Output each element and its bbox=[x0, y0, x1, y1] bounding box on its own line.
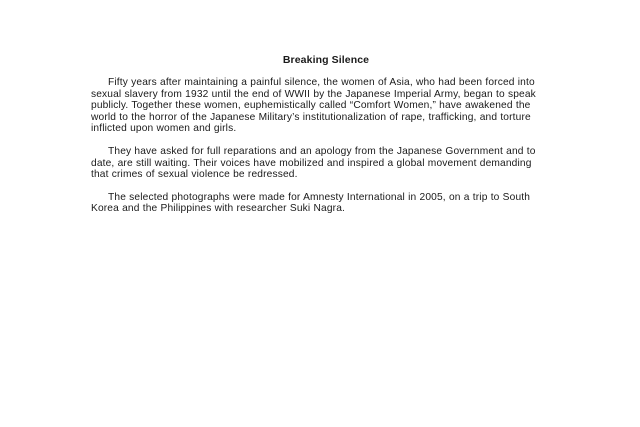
document-body bbox=[91, 54, 547, 226]
paragraph-photographs: The selected photographs were made for Amnesty International in 2005, on a trip to South Korea and the Philippines with researcher Suki Nagra. bbox=[91, 191, 531, 215]
document-title: Breaking Silence bbox=[282, 54, 370, 66]
paragraph-reparations: They have asked for full reparations and an apology from the Japanese Government and to date, are still waiting. Their voices have mobilized and inspired a global movement demanding that crimes of sexual violence be redressed. bbox=[91, 145, 536, 181]
paragraph-intro: Fifty years after maintaining a painful silence, the women of Asia, who had been forced into sexual slavery from 1932 until the end of WWII by the Japanese Imperial Army, began to speak publicly. Together these women, euphemistically called “Comfort Women,” have awakened the world to the horror of the Japanese Military’s institutionalization of rape, trafficking, and torture inflicted upon women and girls. bbox=[91, 77, 536, 135]
